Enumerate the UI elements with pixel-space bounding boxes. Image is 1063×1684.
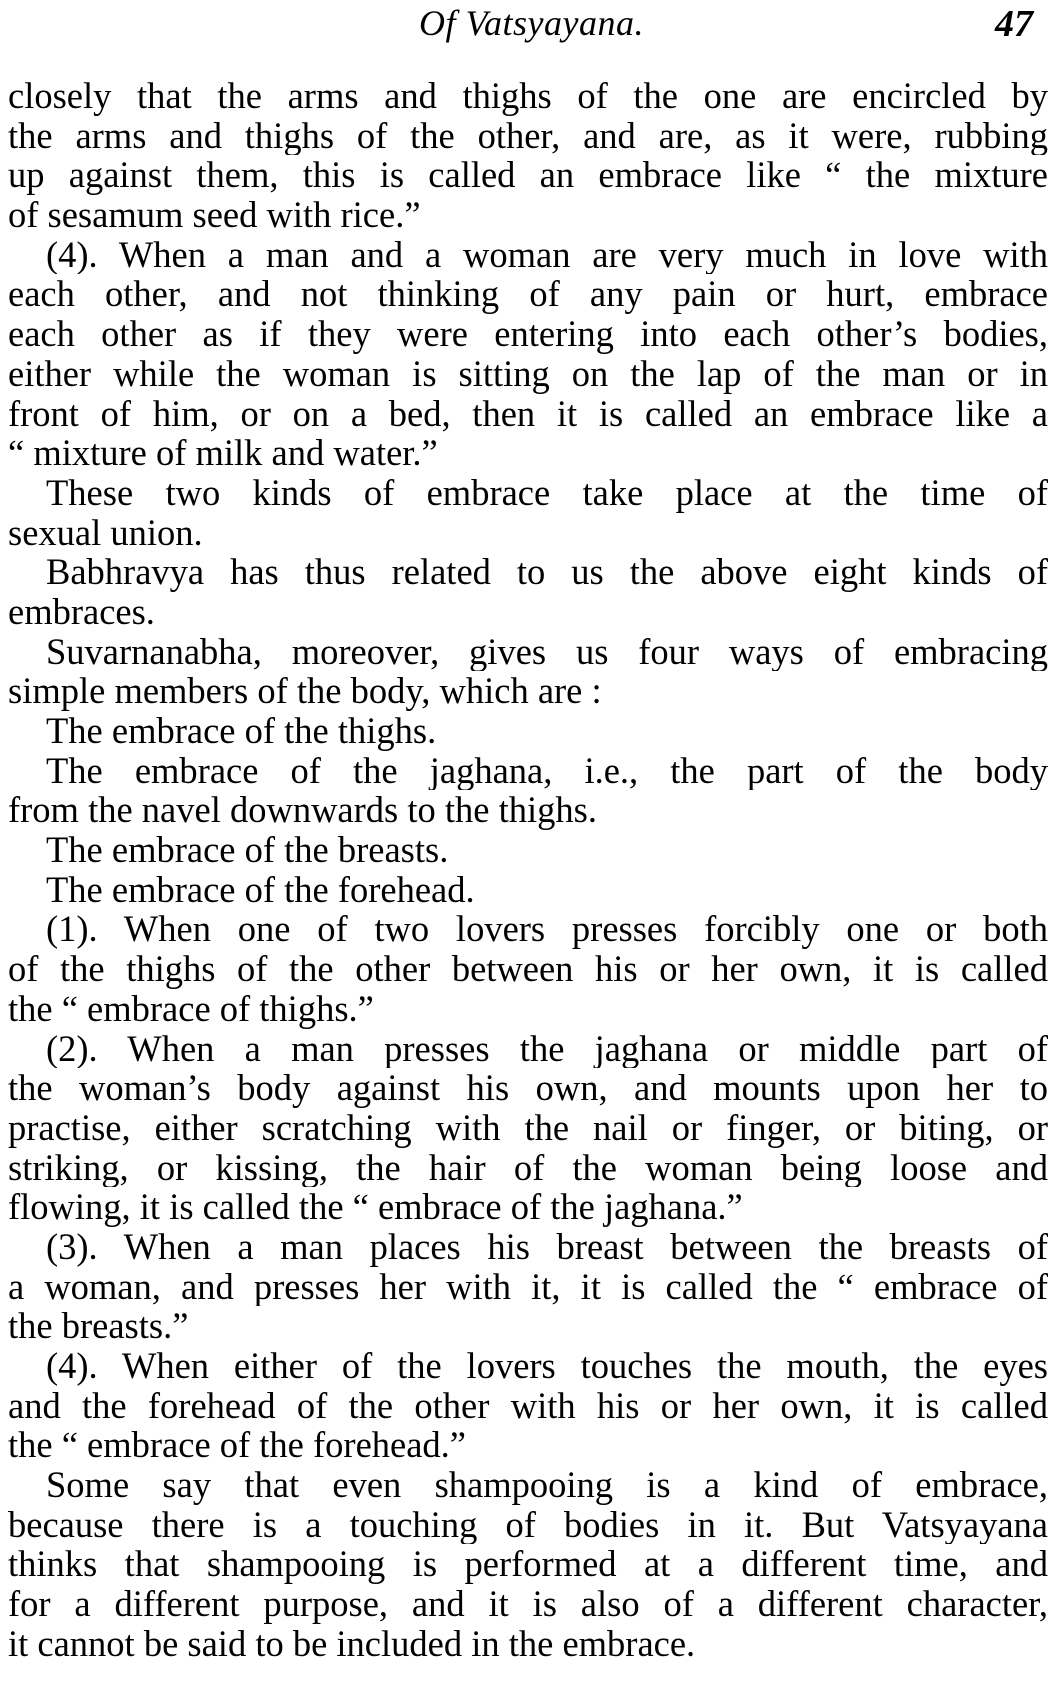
text-line: (4). When a man and a woman are very much in love with bbox=[46, 234, 1048, 275]
text-line: the “ embrace of thighs.” bbox=[8, 988, 374, 1029]
text-line: Suvarnanabha, moreover, gives us four ways of embracing bbox=[46, 631, 1048, 672]
text-line: the breasts.” bbox=[8, 1306, 189, 1346]
text-line: either while the woman is sitting on the lap of the man or in bbox=[8, 353, 1048, 394]
text-line: (2). When a man presses the jaghana or middle part of bbox=[46, 1028, 1048, 1069]
text-line: each other as if they were entering into each other’s bodies, bbox=[8, 314, 1048, 354]
text-line: The embrace of the jaghana, i.e., the part of the body bbox=[46, 750, 1048, 791]
text-line: because there is a touching of bodies in it. But Vatsyayana bbox=[8, 1504, 1048, 1545]
page-number: 47 bbox=[995, 3, 1033, 45]
text-line: and the forehead of the other with his or her own, it is called bbox=[8, 1385, 1048, 1426]
text-line: the woman’s body against his own, and mounts upon her to bbox=[8, 1068, 1048, 1108]
text-line: simple members of the body, which are : bbox=[8, 671, 602, 711]
running-head bbox=[0, 0, 1063, 52]
text-line: each other, and not thinking of any pain or hurt, embrace bbox=[8, 274, 1048, 315]
text-line: for a different purpose, and it is also of a different character, bbox=[8, 1584, 1048, 1624]
text-line: of the thighs of the other between his or her own, it is called bbox=[8, 949, 1048, 989]
text-line: The embrace of the breasts. bbox=[46, 830, 449, 870]
text-line: of sesamum seed with rice.” bbox=[8, 195, 421, 235]
text-line: These two kinds of embrace take place at the time of bbox=[46, 472, 1048, 513]
running-title: Of Vatsyayana. bbox=[419, 3, 644, 43]
text-line: the arms and thighs of the other, and are, as it were, rubbing bbox=[8, 115, 1048, 156]
text-line: embraces. bbox=[8, 591, 155, 632]
text-line: flowing, it is called the “ embrace of the jaghana.” bbox=[8, 1187, 743, 1227]
text-line: (4). When either of the lovers touches the mouth, the eyes bbox=[46, 1346, 1048, 1386]
text-line: Babhravya has thus related to us the above eight kinds of bbox=[46, 552, 1048, 592]
text-line: “ mixture of milk and water.” bbox=[8, 433, 438, 473]
text-line: The embrace of the thighs. bbox=[46, 711, 437, 751]
text-line: practise, either scratching with the nail or finger, or biting, or bbox=[8, 1107, 1048, 1148]
text-line: closely that the arms and thighs of the one are encircled by bbox=[8, 76, 1048, 116]
text-line: sexual union. bbox=[8, 512, 203, 553]
text-line: a woman, and presses her with it, it is called the “ embrace of bbox=[8, 1266, 1048, 1307]
text-line: front of him, or on a bed, then it is called an embrace like a bbox=[8, 393, 1048, 434]
text-line: up against them, this is called an embrace like “ the mixture bbox=[8, 155, 1048, 196]
body-text bbox=[8, 76, 1048, 1664]
text-line: thinks that shampooing is performed at a different time, and bbox=[8, 1544, 1048, 1585]
text-line: from the navel downwards to the thighs. bbox=[8, 790, 597, 831]
text-line: Some say that even shampooing is a kind of embrace, bbox=[46, 1465, 1048, 1505]
text-line: The embrace of the forehead. bbox=[46, 869, 475, 910]
text-line: (3). When a man places his breast between the breasts of bbox=[46, 1226, 1048, 1267]
text-line: the “ embrace of the forehead.” bbox=[8, 1425, 466, 1466]
text-line: it cannot be said to be included in the embrace. bbox=[8, 1623, 696, 1664]
text-line: striking, or kissing, the hair of the woman being loose and bbox=[8, 1147, 1048, 1188]
text-line: (1). When one of two lovers presses forcibly one or both bbox=[46, 909, 1048, 950]
